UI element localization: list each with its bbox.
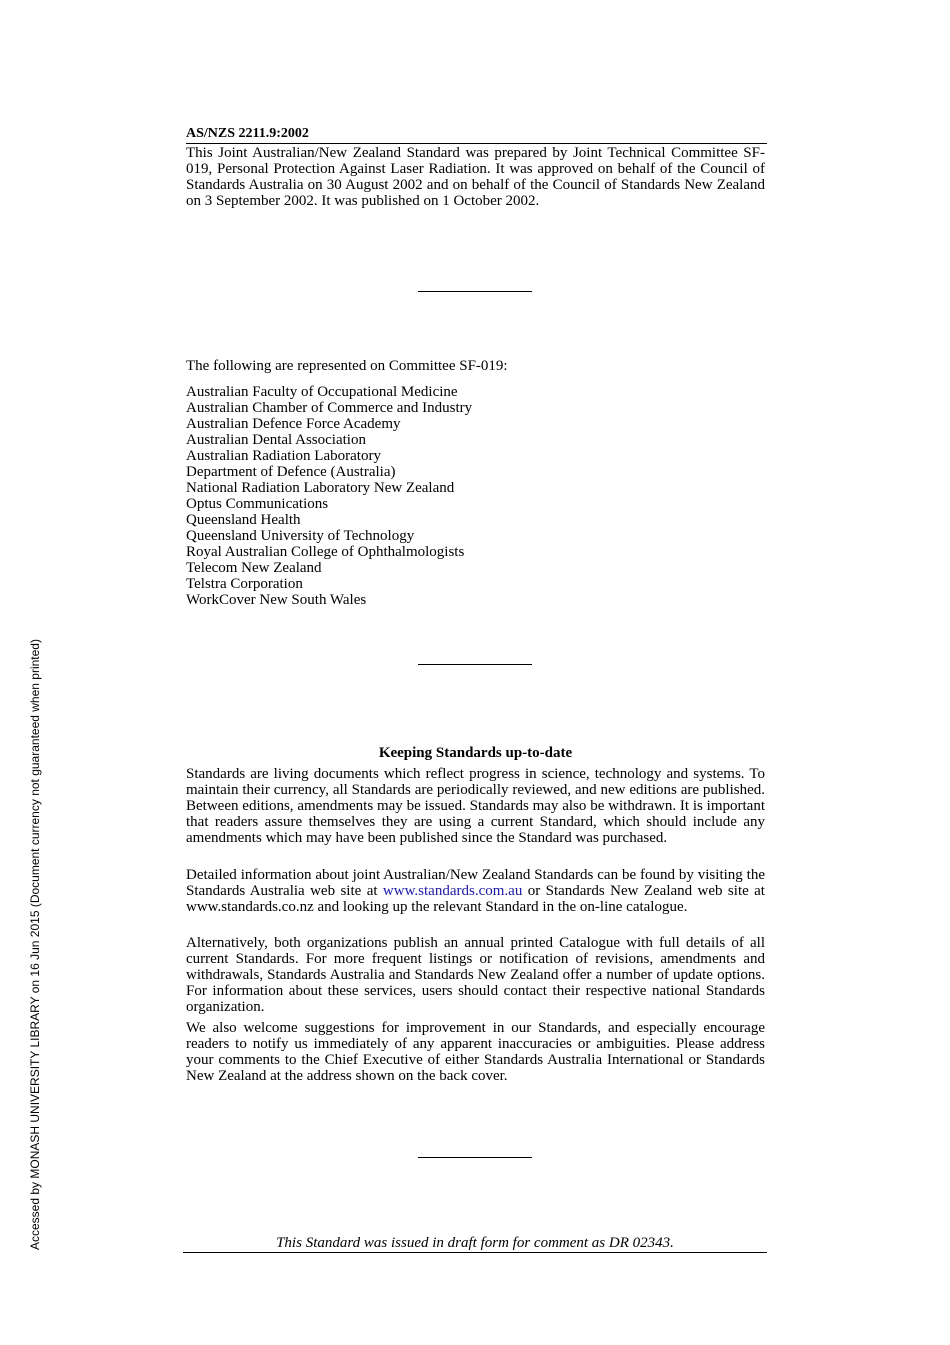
committee-member-list (186, 384, 765, 608)
list-item: Australian Radiation Laboratory (186, 448, 381, 464)
list-item: Optus Communications (186, 496, 329, 512)
paragraph-catalogue: Alternatively, both organizations publish an annual printed Catalogue with full details of all current Standards. For more frequent listings or notification of revisions, amendments and withdrawals, Standards Australia and Standards New Zealand offer a number of update options. For information about these services, users should contact their respective national Standards organization. (186, 935, 765, 1015)
list-item: Department of Defence (Australia) (186, 464, 396, 480)
list-item: WorkCover New South Wales (186, 592, 367, 608)
list-item: Australian Chamber of Commerce and Industry (186, 400, 473, 416)
paragraph-suggestions: We also welcome suggestions for improvement in our Standards, and especially encourage readers to notify us immediately of any apparent inaccuracies or ambiguities. Please address your comments to the Chief Executive of either Standards Australia International or Standards New Zealand at the address shown on the back cover. (186, 1020, 765, 1084)
divider-rule (418, 664, 532, 665)
list-item: Australian Defence Force Academy (186, 416, 401, 432)
preparation-statement: This Joint Australian/New Zealand Standard was prepared by Joint Technical Committee SF-019, Personal Protection Against Laser Radiation. It was approved on behalf of the Council of Standards Australia on 30 August 2002 and on behalf of the Council of Standards New Zealand on 3 September 2002. It was published on 1 October 2002. (186, 145, 765, 209)
section-title: Keeping Standards up-to-date (378, 745, 573, 761)
divider-rule (418, 1157, 532, 1158)
draft-note: This Standard was issued in draft form for comment as DR 02343. (183, 1235, 767, 1253)
paragraph-web-info (186, 867, 765, 915)
list-item: Australian Faculty of Occupational Medicine (186, 384, 458, 400)
list-item: Telstra Corporation (186, 576, 303, 592)
list-item: National Radiation Laboratory New Zealand (186, 480, 455, 496)
standards-australia-link[interactable]: www.standards.com.au (382, 883, 523, 899)
committee-intro: The following are represented on Committee SF-019: (186, 358, 508, 374)
divider-rule (418, 291, 532, 292)
paragraph-living-documents: Standards are living documents which reflect progress in science, technology and systems. To maintain their currency, all Standards are periodically reviewed, and new editions are published. Between editions, amendments may be issued. Standards may also be withdrawn. It is important that readers assure themselves they are using a current Standard, which should include any amendments which may have been published since the Standard was purchased. (186, 766, 765, 846)
list-item: Queensland University of Technology (186, 528, 415, 544)
list-item: Royal Australian College of Ophthalmologists (186, 544, 465, 560)
document-id: AS/NZS 2211.9:2002 (186, 126, 767, 144)
paragraph-text: or Standards New Zealand web site at www.standards.co.nz and looking up the relevant Standard in the on-line catalogue. (186, 883, 765, 915)
access-watermark: Accessed by MONASH UNIVERSITY LIBRARY on 16 Jun 2015 (Document currency not guaranteed when printed) (28, 639, 42, 1250)
paragraph-text: Detailed information about joint Australian/New Zealand Standards can be found by visiting the Standards Australia web site at (186, 867, 765, 899)
list-item: Telecom New Zealand (186, 560, 322, 576)
list-item: Queensland Health (186, 512, 301, 528)
list-item: Australian Dental Association (186, 432, 366, 448)
